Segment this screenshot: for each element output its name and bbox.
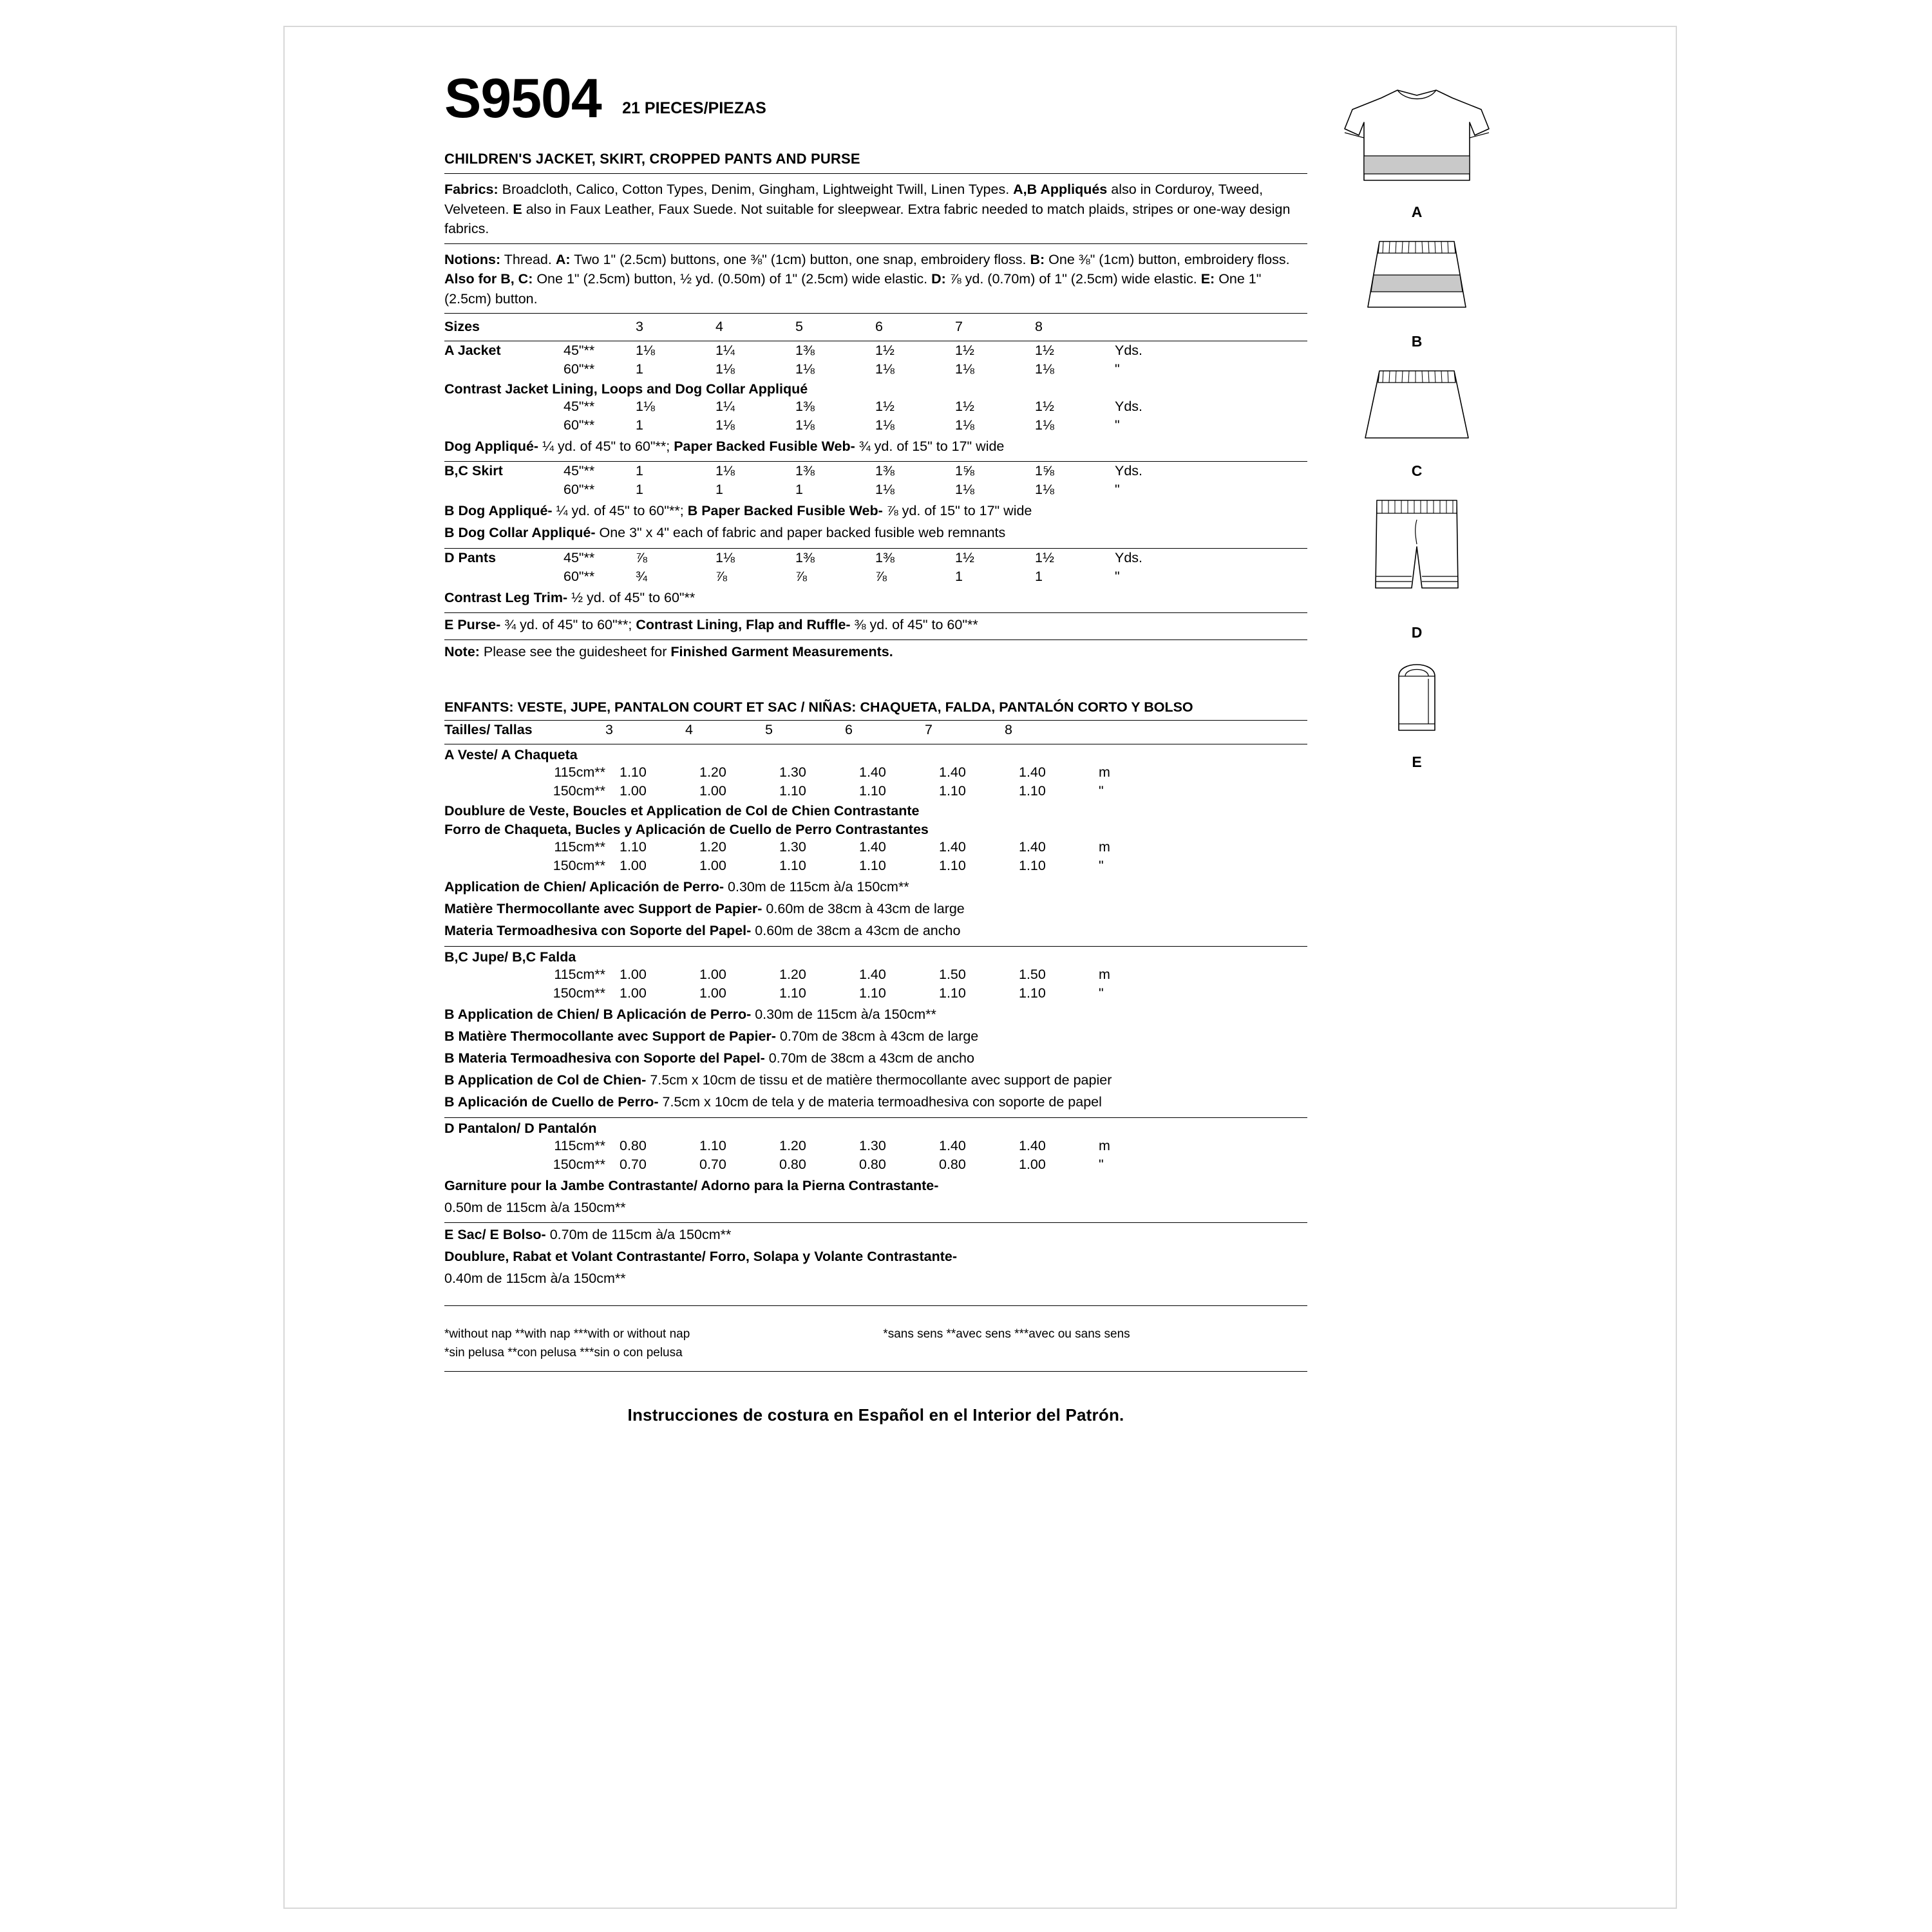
piece-count: 21 PIECES/PIEZAS xyxy=(622,99,766,117)
dog-applique-text: ¼ yd. of 45" to 60"**; xyxy=(538,439,674,455)
dog-applique-line xyxy=(444,435,1307,457)
english-yardage-table xyxy=(444,317,1307,662)
cell: 1⅜ xyxy=(795,343,815,359)
cell: 0.80 xyxy=(620,1137,647,1153)
unit-blank xyxy=(1115,317,1307,336)
cell: 1 xyxy=(636,482,643,498)
figure-label-b: B xyxy=(1411,333,1423,350)
fr-jacket-heading: A Veste/ A Chaqueta xyxy=(444,747,578,763)
figure-pants xyxy=(1282,491,1552,641)
cell: ⅞ xyxy=(715,568,727,584)
row-unit: " xyxy=(1099,985,1104,1001)
fr-skirt-line-3 xyxy=(444,1046,1307,1068)
cell: 1.00 xyxy=(699,858,726,874)
b-dog-collar-label: B Dog Collar Appliqué- xyxy=(444,525,596,541)
cell: 1.00 xyxy=(699,783,726,799)
cell: 1.00 xyxy=(620,985,647,1001)
notions-t2: Two 1" (2.5cm) buttons, one ⅜" (1cm) button, one snap, embroidery floss. xyxy=(570,251,1030,267)
cell: 1 xyxy=(795,482,803,498)
row-label xyxy=(444,416,564,435)
cell: 1.50 xyxy=(1019,966,1046,982)
figure-skirt-c xyxy=(1282,362,1552,480)
footnotes-col-2 xyxy=(883,1325,1130,1362)
table-row xyxy=(444,1155,1307,1174)
row-unit: " xyxy=(1099,1156,1104,1172)
label: Garniture pour la Jambe Contrastante/ Adorno para la Pierna Contrastante- xyxy=(444,1177,939,1193)
label: B Application de Chien/ B Aplicación de Perro- xyxy=(444,1006,752,1022)
fabrics-text2: also in Corduroy, Tweed, Velveteen. xyxy=(444,182,1264,217)
cell: 1.00 xyxy=(620,966,647,982)
divider-14 xyxy=(444,1305,1307,1306)
header xyxy=(444,68,1307,129)
row-width: 115cm** xyxy=(554,1137,605,1153)
cell: 1.00 xyxy=(699,966,726,982)
notions-t1: Thread. xyxy=(500,251,556,267)
footnotes-col-1 xyxy=(444,1325,690,1362)
cell: 1½ xyxy=(875,399,895,415)
table-row xyxy=(444,341,1307,360)
size-8: 8 xyxy=(1035,319,1043,335)
cell: 1.30 xyxy=(779,839,806,855)
notions-t5: ⅞ yd. (0.70m) of 1" (2.5cm) wide elastic. xyxy=(945,271,1201,287)
row-label xyxy=(444,480,564,499)
skirt-b-illustration xyxy=(1320,232,1513,329)
cell: 1⅜ xyxy=(795,549,815,565)
cell: 1.40 xyxy=(939,1137,966,1153)
cell: 1⅛ xyxy=(875,361,895,377)
row-width: 115cm** xyxy=(554,764,605,781)
b-dog-collar-text: One 3" x 4" each of fabric and paper backed fusible web remnants xyxy=(595,525,1006,541)
row-width: 60"** xyxy=(564,568,595,584)
text: 7.5cm x 10cm de tela y de materia termoadhesiva con soporte de papel xyxy=(658,1094,1102,1110)
size-5: 5 xyxy=(765,722,773,738)
b-fusible-web-label: B Paper Backed Fusible Web- xyxy=(687,503,883,519)
fr-es-sizes-table xyxy=(444,721,1307,739)
divider-3 xyxy=(444,313,1307,314)
cell: 1⅛ xyxy=(715,549,735,565)
size-4: 4 xyxy=(685,722,693,738)
fr-skirt-line-4 xyxy=(444,1068,1307,1090)
label: Materia Termoadhesiva con Soporte del Papel- xyxy=(444,923,752,939)
cell: 1.10 xyxy=(859,858,886,874)
table-row xyxy=(444,763,1307,782)
size-3: 3 xyxy=(605,722,613,738)
row-width: 45"** xyxy=(564,399,595,415)
row-unit: " xyxy=(1115,417,1120,433)
cell: 1.20 xyxy=(699,839,726,855)
purse-illustration xyxy=(1320,653,1513,750)
row-width: 115cm** xyxy=(554,966,605,982)
fr-leg-trim-line-2: 0.50m de 115cm à/a 150cm** xyxy=(444,1199,626,1215)
note-line xyxy=(444,640,1307,662)
row-unit: " xyxy=(1099,783,1104,799)
dog-applique-label: Dog Appliqué- xyxy=(444,439,539,455)
size-6: 6 xyxy=(845,722,853,738)
cell: 0.70 xyxy=(620,1156,647,1172)
cell: 1.20 xyxy=(699,764,726,781)
cropped-pants-illustration xyxy=(1320,491,1513,620)
cell: 1⅛ xyxy=(795,361,815,377)
fr-pants-table xyxy=(444,1137,1307,1174)
row-width: 60"** xyxy=(564,482,595,498)
b-dog-applique-text: ¼ yd. of 45" to 60"**; xyxy=(552,503,688,519)
cell: 1⅛ xyxy=(875,482,895,498)
notions-b4: D: xyxy=(931,271,946,287)
cell: 1 xyxy=(636,463,643,479)
cell: 1.00 xyxy=(699,985,726,1001)
size-5: 5 xyxy=(795,319,803,335)
fr-lining-heading-1: Doublure de Veste, Boucles et Application de Col de Chien Contrastante xyxy=(444,803,920,819)
cell: 1½ xyxy=(955,549,974,565)
cell: ⅞ xyxy=(795,568,807,584)
size-7: 7 xyxy=(925,722,933,738)
row-unit: Yds. xyxy=(1115,399,1143,415)
leg-trim-label: Contrast Leg Trim- xyxy=(444,589,568,605)
cell: 1.30 xyxy=(859,1137,886,1153)
cell: 1.10 xyxy=(859,783,886,799)
table-row xyxy=(444,360,1307,379)
table-row xyxy=(444,567,1307,586)
row-unit: m xyxy=(1099,966,1110,982)
table-row xyxy=(444,549,1307,567)
notions-t3: One ⅜" (1cm) button, embroidery floss. xyxy=(1045,251,1290,267)
b-dog-applique-line xyxy=(444,499,1307,521)
cell: 1.00 xyxy=(620,858,647,874)
label: B Materia Termoadhesiva con Soporte del Papel- xyxy=(444,1050,765,1066)
figure-jacket xyxy=(1282,84,1552,221)
footnote-es: *sin pelusa **con pelusa ***sin o con pelusa xyxy=(444,1345,683,1359)
cell: 1.10 xyxy=(1019,858,1046,874)
label: Doublure, Rabat et Volant Contrastante/ Forro, Solapa y Volante Contrastante- xyxy=(444,1249,957,1265)
cell: 1⅛ xyxy=(636,399,655,415)
cell: 1.10 xyxy=(779,985,806,1001)
purse-label: E Purse- xyxy=(444,616,501,632)
cell: ⅞ xyxy=(875,568,887,584)
purse-lining-text: ⅜ yd. of 45" to 60"** xyxy=(850,616,978,632)
table-row xyxy=(444,965,1307,984)
cell: 1 xyxy=(636,361,643,377)
spanish-instructions-note: Instrucciones de costura en Español en el Interior del Patrón. xyxy=(627,1405,1124,1425)
label: B Application de Col de Chien- xyxy=(444,1072,647,1088)
figure-label-a: A xyxy=(1411,204,1423,220)
pattern-number: S9504 xyxy=(444,68,601,129)
divider-2 xyxy=(444,243,1307,244)
fr-lining-heading-2: Forro de Chaqueta, Bucles y Aplicación de Cuello de Perro Contrastantes xyxy=(444,822,929,838)
size-4: 4 xyxy=(715,319,723,335)
cell: 1 xyxy=(955,568,963,584)
divider-15 xyxy=(444,1371,1307,1372)
fr-purse-lining-line-2: 0.40m de 115cm à/a 150cm** xyxy=(444,1271,626,1287)
row-unit: " xyxy=(1115,482,1120,498)
b-dog-collar-line xyxy=(444,521,1307,543)
row-unit: " xyxy=(1099,858,1104,874)
text: 0.60m de 38cm à 43cm de large xyxy=(762,901,965,917)
fabrics-label: Fabrics: xyxy=(444,182,498,197)
cell: 1.40 xyxy=(859,966,886,982)
cell: ⅞ xyxy=(636,549,647,565)
fabrics-text3: also in Faux Leather, Faux Suede. Not suitable for sleepwear. Extra fabric needed to match plaids, stripes or one-way design fabrics. xyxy=(444,201,1291,237)
fr-dog-line-1 xyxy=(444,875,1307,897)
sizes-header-row xyxy=(444,721,1307,739)
cell: 1½ xyxy=(1035,549,1054,565)
size-8: 8 xyxy=(1005,722,1012,738)
fr-dog-line-3 xyxy=(444,919,1307,941)
row-width: 150cm** xyxy=(553,858,605,874)
purse-lining-label: Contrast Lining, Flap and Ruffle- xyxy=(636,616,851,632)
text: 7.5cm x 10cm de tissu et de matière thermocollante avec support de papier xyxy=(646,1072,1112,1088)
fabrics-bold3: E xyxy=(513,201,522,217)
label: E Sac/ E Bolso- xyxy=(444,1226,546,1242)
fr-purse-lining-line-1 xyxy=(444,1245,1307,1267)
fabrics-bold2: A,B Appliqués xyxy=(1013,182,1108,197)
cell: 1.10 xyxy=(1019,985,1046,1001)
unit-blank xyxy=(1084,721,1307,739)
table-row xyxy=(444,984,1307,1003)
row-width: 150cm** xyxy=(553,783,605,799)
row-unit: m xyxy=(1099,839,1110,855)
fr-skirt-line-1 xyxy=(444,1003,1307,1025)
row-width: 150cm** xyxy=(553,1156,605,1172)
cell: 1⅜ xyxy=(795,463,815,479)
text: 0.60m de 38cm a 43cm de ancho xyxy=(751,923,961,939)
purse-text: ¾ yd. of 45" to 60"**; xyxy=(500,616,636,632)
table-row xyxy=(444,480,1307,499)
footnotes xyxy=(444,1325,1307,1362)
cell: ¾ xyxy=(636,568,647,584)
text: 0.70m de 38cm à 43cm de large xyxy=(775,1028,979,1044)
notions-t4: One 1" (2.5cm) button, ½ yd. (0.50m) of 1" (2.5cm) wide elastic. xyxy=(533,271,932,287)
purse-line xyxy=(444,613,1307,635)
cell: 1.10 xyxy=(939,858,966,874)
cell: 1⅝ xyxy=(1035,463,1054,479)
cell: 1½ xyxy=(955,399,974,415)
cell: 1⅜ xyxy=(875,463,895,479)
cell: 1.40 xyxy=(1019,764,1046,781)
cell: 0.80 xyxy=(779,1156,806,1172)
cell: 1 xyxy=(715,482,723,498)
page-title: CHILDREN'S JACKET, SKIRT, CROPPED PANTS AND PURSE xyxy=(444,151,860,167)
fr-dog-line-2 xyxy=(444,897,1307,919)
skirt-c-illustration xyxy=(1320,362,1513,459)
note-bold: Finished Garment Measurements. xyxy=(670,643,893,659)
row-label: B,C Skirt xyxy=(444,463,503,479)
cell: 1 xyxy=(1035,568,1043,584)
cell: 1¼ xyxy=(715,343,735,359)
cell: 1.40 xyxy=(1019,839,1046,855)
cell: 1⅛ xyxy=(795,417,815,433)
cell: 1⅛ xyxy=(955,361,974,377)
fabrics-text: Broadcloth, Calico, Cotton Types, Denim, Gingham, Lightweight Twill, Linen Types. xyxy=(498,182,1014,197)
fusible-web-text: ¾ yd. of 15" to 17" wide xyxy=(855,439,1005,455)
cell: 1⅛ xyxy=(875,417,895,433)
fr-purse-line xyxy=(444,1223,1307,1245)
label: Application de Chien/ Aplicación de Perro- xyxy=(444,879,724,895)
fr-jacket-table xyxy=(444,763,1307,800)
cell: 1.10 xyxy=(699,1137,726,1153)
cell: 1⅛ xyxy=(1035,361,1054,377)
cell: 1⅜ xyxy=(795,399,815,415)
cell: 1⅜ xyxy=(875,549,895,565)
figure-label-e: E xyxy=(1412,753,1422,770)
row-label xyxy=(444,397,564,416)
notions-b5: E: xyxy=(1200,271,1215,287)
cell: 1.10 xyxy=(939,783,966,799)
cell: 1.40 xyxy=(939,839,966,855)
table-row xyxy=(444,416,1307,435)
fr-skirt-line-5 xyxy=(444,1090,1307,1112)
note-label: Note: xyxy=(444,643,480,659)
notions-b3: Also for B, C: xyxy=(444,271,533,287)
cell: 1.40 xyxy=(859,764,886,781)
content-column xyxy=(444,68,1307,1425)
row-width: 60"** xyxy=(564,361,595,377)
cell: 1.00 xyxy=(620,783,647,799)
row-unit: Yds. xyxy=(1115,549,1143,565)
text: 0.70m de 115cm à/a 150cm** xyxy=(545,1226,732,1242)
cell: 1½ xyxy=(1035,399,1054,415)
jacket-illustration xyxy=(1320,84,1513,200)
row-label: D Pants xyxy=(444,549,497,565)
size-7: 7 xyxy=(955,319,963,335)
sizes-width-blank xyxy=(564,317,636,336)
cell: 1.10 xyxy=(1019,783,1046,799)
b-fusible-web-text: ⅞ yd. of 15" to 17" wide xyxy=(882,503,1032,519)
row-unit: m xyxy=(1099,1137,1110,1153)
cell: 1.10 xyxy=(779,858,806,874)
row-width: 150cm** xyxy=(553,985,605,1001)
row-unit: " xyxy=(1115,361,1120,377)
leg-trim-text: ½ yd. of 45" to 60"** xyxy=(567,589,696,605)
cell: 1.20 xyxy=(779,966,806,982)
text: 0.30m de 115cm à/a 150cm** xyxy=(751,1006,936,1022)
contrast-lining-heading: Contrast Jacket Lining, Loops and Dog Collar Appliqué xyxy=(444,381,808,397)
cell: 1.00 xyxy=(1019,1156,1046,1172)
row-width: 45"** xyxy=(564,343,595,359)
notions-label: Notions: xyxy=(444,251,501,267)
fr-pants-heading: D Pantalon/ D Pantalón xyxy=(444,1120,597,1136)
cell: 1¼ xyxy=(715,399,735,415)
notions-b2: B: xyxy=(1030,251,1045,267)
cell: 1.10 xyxy=(620,764,647,781)
cell: 1.40 xyxy=(939,764,966,781)
cell: 1.20 xyxy=(779,1137,806,1153)
fabrics-paragraph xyxy=(444,180,1307,239)
row-width: 45"** xyxy=(564,463,595,479)
figure-label-d: D xyxy=(1411,624,1423,641)
b-dog-applique-label: B Dog Appliqué- xyxy=(444,503,553,519)
sizes-header-row xyxy=(444,317,1307,336)
size-6: 6 xyxy=(875,319,883,335)
sizes-label: Sizes xyxy=(444,319,480,335)
table-row xyxy=(444,857,1307,875)
table-row xyxy=(444,838,1307,857)
table-row xyxy=(444,782,1307,800)
cell: 1 xyxy=(636,417,643,433)
cell: 1.10 xyxy=(620,839,647,855)
cell: 1.30 xyxy=(779,764,806,781)
footnote-fr: *sans sens **avec sens ***avec ou sans sens xyxy=(883,1327,1130,1341)
contrast-leg-trim-line xyxy=(444,586,1307,608)
notions-paragraph xyxy=(444,250,1307,309)
row-width: 60"** xyxy=(564,417,595,433)
label: B Aplicación de Cuello de Perro- xyxy=(444,1094,659,1110)
cell: 1.50 xyxy=(939,966,966,982)
notions-b1: A: xyxy=(555,251,571,267)
label: Matière Thermocollante avec Support de Papier- xyxy=(444,901,762,917)
cell: 1⅝ xyxy=(955,463,974,479)
cell: 1.10 xyxy=(859,985,886,1001)
divider-1 xyxy=(444,173,1307,174)
footnote-en: *without nap **with nap ***with or without nap xyxy=(444,1327,690,1341)
size-3: 3 xyxy=(636,319,643,335)
cell: 1⅛ xyxy=(715,417,735,433)
row-width: 115cm** xyxy=(554,839,605,855)
text: 0.30m de 115cm à/a 150cm** xyxy=(724,879,909,895)
label: B Matière Thermocollante avec Support de Papier- xyxy=(444,1028,776,1044)
sizes-label: Tailles/ Tallas xyxy=(444,722,533,738)
row-label xyxy=(444,567,564,586)
row-unit: Yds. xyxy=(1115,463,1143,479)
row-unit: Yds. xyxy=(1115,343,1143,359)
cell: 1⅛ xyxy=(636,343,655,359)
cell: 1⅛ xyxy=(1035,482,1054,498)
cell: 1⅛ xyxy=(715,361,735,377)
fr-leg-trim-line-1 xyxy=(444,1174,1307,1196)
fr-es-heading: ENFANTS: VESTE, JUPE, PANTALON COURT ET SAC / NIÑAS: CHAQUETA, FALDA, PANTALÓN CORTO Y BOLSO xyxy=(444,699,1193,715)
row-label: A Jacket xyxy=(444,343,501,359)
figure-purse xyxy=(1282,653,1552,771)
cell: 1½ xyxy=(1035,343,1054,359)
fr-skirt-line-2 xyxy=(444,1025,1307,1046)
fusible-web-label: Paper Backed Fusible Web- xyxy=(674,439,855,455)
figure-skirt-b xyxy=(1282,232,1552,350)
cell: 1½ xyxy=(955,343,974,359)
figure-label-c: C xyxy=(1411,462,1423,479)
fr-lining-table xyxy=(444,838,1307,875)
cell: 1⅛ xyxy=(1035,417,1054,433)
cell: 1.10 xyxy=(939,985,966,1001)
text: 0.70m de 38cm a 43cm de ancho xyxy=(764,1050,974,1066)
fr-skirt-table xyxy=(444,965,1307,1003)
table-row xyxy=(444,397,1307,416)
cell: 1.40 xyxy=(1019,1137,1046,1153)
row-label xyxy=(444,360,564,379)
cell: 1⅛ xyxy=(715,463,735,479)
notions-t6: One 1" (2.5cm) button. xyxy=(444,271,1262,307)
row-unit: m xyxy=(1099,764,1110,781)
cell: 1½ xyxy=(875,343,895,359)
fr-skirt-heading: B,C Jupe/ B,C Falda xyxy=(444,949,576,965)
cell: 0.80 xyxy=(939,1156,966,1172)
row-width: 45"** xyxy=(564,549,595,565)
note-text: Please see the guidesheet for xyxy=(479,643,671,659)
table-row xyxy=(444,1137,1307,1155)
cell: 1.40 xyxy=(859,839,886,855)
cell: 1⅛ xyxy=(955,417,974,433)
row-unit: " xyxy=(1115,568,1120,584)
illustration-column xyxy=(1282,84,1552,782)
cell: 0.80 xyxy=(859,1156,886,1172)
cell: 0.70 xyxy=(699,1156,726,1172)
table-row xyxy=(444,462,1307,480)
cell: 1.10 xyxy=(779,783,806,799)
cell: 1⅛ xyxy=(955,482,974,498)
